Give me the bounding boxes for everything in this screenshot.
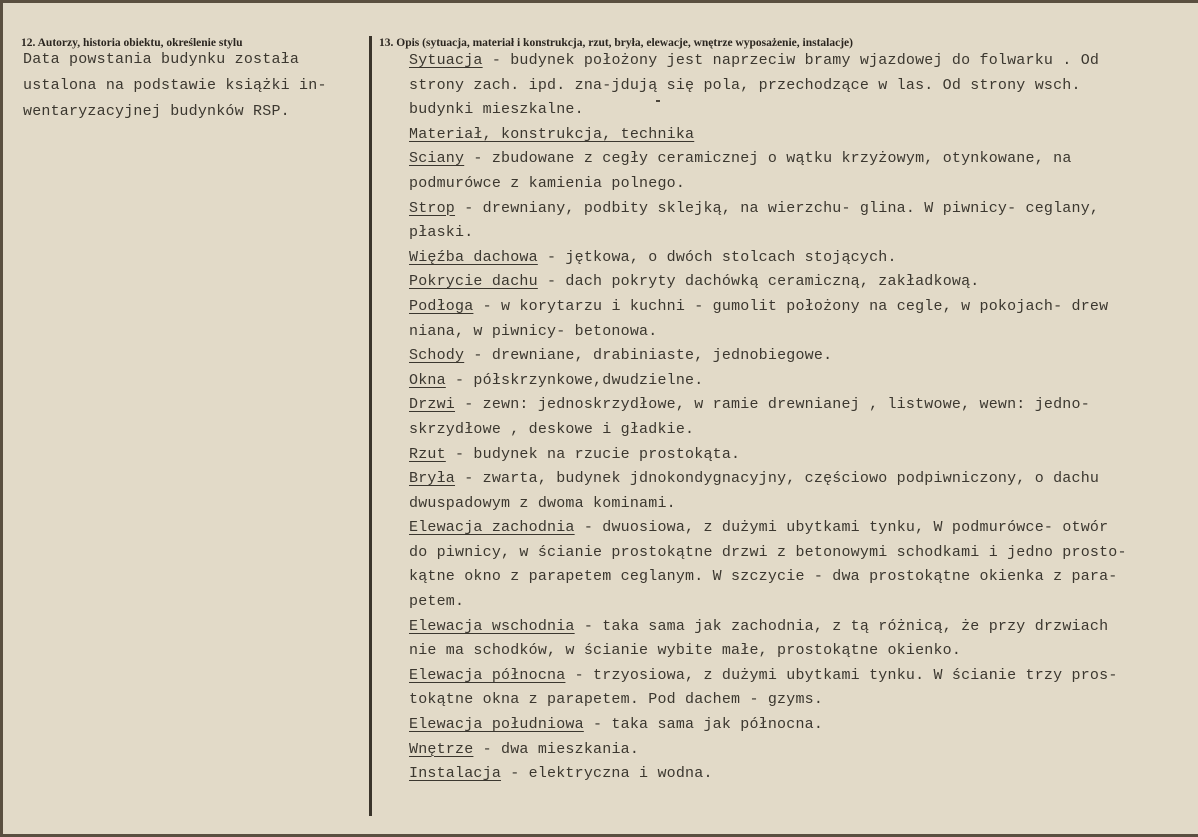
- description-text: - w korytarzu i kuchni - gumolit położony na cegle, w pokojach- drew: [473, 297, 1109, 315]
- description-line: [409, 467, 1189, 492]
- section-12-header: 12. Autorzy, historia obiektu, określenie stylu: [21, 37, 243, 49]
- description-line: [409, 418, 1189, 443]
- description-text: - zwarta, budynek jdnokondygnacyjny, częściowo podpiwniczony, o dachu: [455, 470, 1100, 488]
- description-text: - zbudowane z cegły ceramicznej o wątku krzyżowym, otynkowane, na: [464, 150, 1072, 168]
- description-line: [409, 369, 1189, 394]
- description-text: - zewn: jednoskrzydłowe, w ramie drewnianej , listwowe, wewn: jedno-: [455, 396, 1090, 414]
- description-text: dwuspadowym z dwoma kominami.: [409, 494, 676, 512]
- description-text: - elektryczna i wodna.: [501, 765, 713, 783]
- description-keyword: Elewacja południowa: [409, 716, 584, 734]
- description-keyword: Rzut: [409, 445, 446, 463]
- description-keyword: Instalacja: [409, 765, 502, 783]
- description-line: [409, 197, 1189, 222]
- description-line: [409, 664, 1189, 689]
- description-text: nie ma schodków, w ścianie wybite małe, prostokątne okienko.: [409, 642, 962, 660]
- description-text: płaski.: [409, 224, 474, 242]
- description-line: [409, 565, 1189, 590]
- history-line: Data powstania budynku została: [23, 51, 300, 68]
- description-line: [409, 246, 1189, 271]
- description-line: [409, 639, 1189, 664]
- description-keyword: Sytuacja: [409, 52, 483, 69]
- description-line: [409, 221, 1189, 246]
- description-keyword: Pokrycie dachu: [409, 273, 538, 291]
- description-text: tokątne okna z parapetem. Pod dachem - gzyms.: [409, 691, 824, 709]
- description-text: - taka sama jak północna.: [583, 716, 824, 734]
- description-line: [409, 492, 1189, 517]
- description-line: [409, 516, 1189, 541]
- description-line: [409, 320, 1189, 345]
- description-line: [409, 738, 1189, 763]
- description-keyword: Strop: [409, 199, 456, 217]
- description-text: - drewniany, podbity sklejką, na wierzchu- glina. W piwnicy- ceglany,: [455, 199, 1100, 217]
- description-text: - półskrzynkowe,dwudzielne.: [445, 371, 704, 389]
- description-text: strony zach. ipd. zna-jdują się pola, przechodzące w las. Od strony wsch.: [409, 76, 1081, 94]
- description-line: [409, 541, 1189, 566]
- description-line: [409, 49, 1189, 74]
- description-text: - dach pokryty dachówką ceramiczną, zakładkową.: [537, 273, 980, 291]
- description-keyword: Elewacja północna: [409, 666, 566, 684]
- description-text: niana, w piwnicy- betonowa.: [409, 322, 658, 340]
- description-keyword: Podłoga: [409, 297, 474, 315]
- description-line: [409, 615, 1189, 640]
- description-text: - drewniane, drabiniaste, jednobiegowe.: [464, 347, 833, 365]
- description-line: [409, 98, 1189, 123]
- section-12-body: [23, 47, 363, 125]
- description-line: [409, 295, 1189, 320]
- description-line: [409, 74, 1189, 99]
- description-line: [409, 762, 1189, 787]
- description-keyword: Elewacja zachodnia: [409, 519, 575, 537]
- section-13-body: [409, 49, 1189, 787]
- description-keyword: Drzwi: [409, 396, 456, 414]
- history-line: ustalona na podstawie książki in-: [23, 77, 327, 94]
- description-text: budynki mieszkalne.: [409, 101, 584, 119]
- description-text: - budynek na rzucie prostokąta.: [445, 445, 741, 463]
- description-text: - taka sama jak zachodnia, z tą różnicą, że przy drzwiach: [574, 617, 1109, 635]
- description-line: [409, 590, 1189, 615]
- description-line: [409, 713, 1189, 738]
- description-text: - dwa mieszkania.: [473, 740, 640, 758]
- description-keyword: Okna: [409, 371, 446, 389]
- description-keyword: Materiał, konstrukcja, technika: [409, 125, 695, 143]
- description-line: [409, 393, 1189, 418]
- description-keyword: Elewacja wschodnia: [409, 617, 575, 635]
- description-line: [409, 443, 1189, 468]
- description-keyword: Wnętrze: [409, 740, 474, 758]
- description-line: [409, 270, 1189, 295]
- description-text: do piwnicy, w ścianie prostokątne drzwi z betonowymi schodkami i jedno prosto-: [409, 543, 1127, 561]
- description-keyword: Więźba dachowa: [409, 248, 538, 266]
- description-text: - trzyosiowa, z dużymi ubytkami tynku. W ścianie trzy pros-: [565, 666, 1118, 684]
- description-line: [409, 344, 1189, 369]
- description-text: - jętkowa, o dwóch stolcach stojących.: [537, 248, 897, 266]
- description-text: - budynek położony jest naprzeciw bramy wjazdowej do folwarku . Od: [482, 52, 1100, 69]
- section-13-header: 13. Opis (sytuacja, materiał i konstrukcja, rzut, bryła, elewacje, wnętrze wyposażenie, instalacje): [379, 37, 853, 49]
- history-line: wentaryzacyjnej budynków RSP.: [23, 103, 290, 120]
- description-text: petem.: [409, 593, 465, 611]
- description-line: [409, 172, 1189, 197]
- description-keyword: Sciany: [409, 150, 465, 168]
- description-text: kątne okno z parapetem ceglanym. W szczycie - dwa prostokątne okienka z para-: [409, 568, 1118, 586]
- description-text: skrzydłowe , deskowe i gładkie.: [409, 420, 695, 438]
- description-text: - dwuosiowa, z dużymi ubytkami tynku, W podmurówce- otwór: [574, 519, 1109, 537]
- description-keyword: Bryła: [409, 470, 456, 488]
- description-line: [409, 147, 1189, 172]
- ink-speck: [656, 100, 660, 102]
- description-keyword: Schody: [409, 347, 465, 365]
- column-divider: [369, 36, 372, 816]
- description-line: [409, 123, 1189, 148]
- description-line: [409, 688, 1189, 713]
- description-text: podmurówce z kamienia polnego.: [409, 174, 686, 192]
